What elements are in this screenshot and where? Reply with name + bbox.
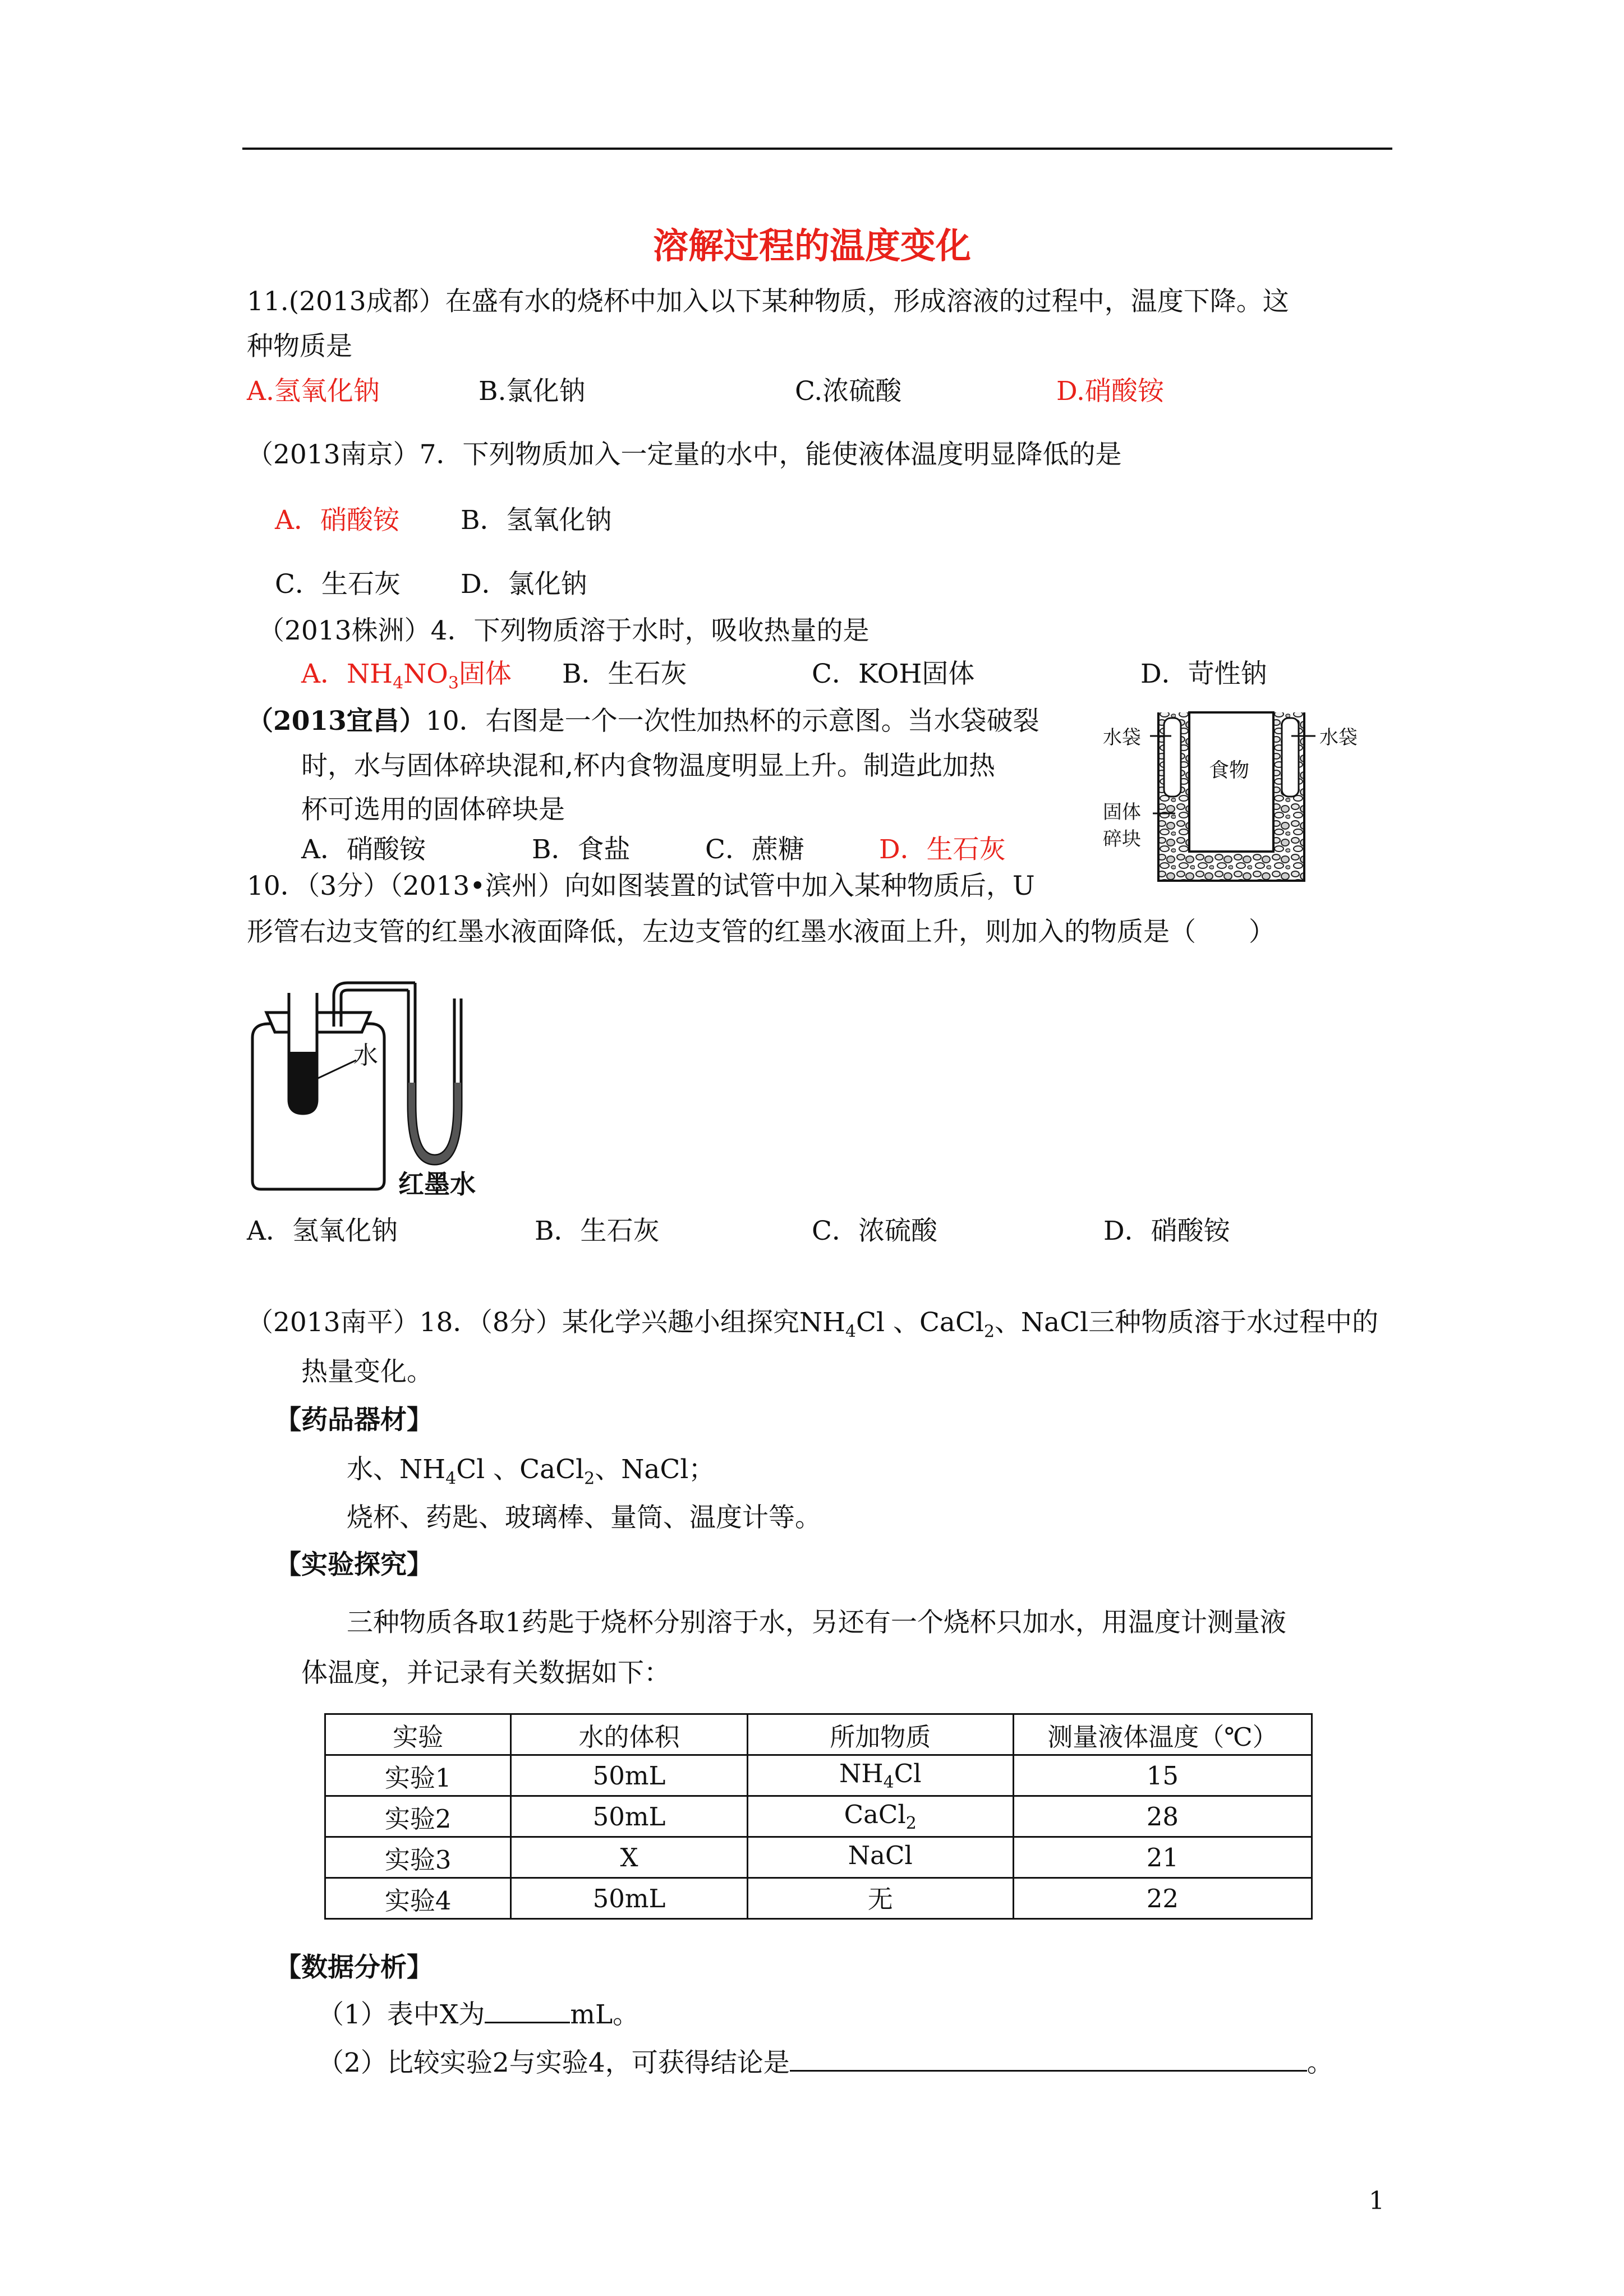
q4-stem-line2: 时，水与固体碎块混和,杯内食物温度明显上升。制造此加热 [301,751,995,781]
q2-stem: （2013南京）7．下列物质加入一定量的水中，能使液体温度明显降低的是 [247,439,1122,470]
q3-option-a: A．$NH_4NO_3$固体 [301,659,512,693]
table-cell-volume: X [511,1837,747,1878]
table-cell-substance: 无 [747,1878,1013,1919]
q4-option-b: B．食盐 [532,834,631,865]
q1-option-d: D.硝酸铵 [1056,376,1164,407]
table-cell-volume: 50mL [511,1796,747,1837]
table-cell-volume: 50mL [511,1755,747,1796]
table-cell-temperature: 21 [1013,1837,1312,1878]
q5-option-c: C．浓硫酸 [812,1216,937,1246]
table-row [325,1755,1312,1796]
answer-blank-conclusion[interactable] [790,2047,1307,2072]
q1-option-a: A.氢氧化钠 [247,376,380,407]
q4-stem-line1: （2013宜昌）10．右图是一个一次性加热杯的示意图。当水袋破裂 [247,706,1039,737]
q2-option-d: D．氯化钠 [461,569,587,600]
q5-stem-line1: 10．（3分）（2013•滨州）向如图装置的试管中加入某种物质后，U [247,871,1035,901]
q4-option-d: D．生石灰 [879,834,1006,865]
table-cell-experiment: 实验3 [325,1837,511,1878]
analysis-question-2: （2）比较实验2与实验4，可获得结论是 。 [318,2047,1333,2078]
q6-stem-line1: （2013南平）18．（8分）某化学兴趣小组探究$NH_4Cl$ 、CaCl$_2$、NaCl三种物质溶于水过程中的 [247,1307,1379,1342]
analysis-heading: 【数据分析】 [275,1952,433,1983]
experiment-heading: 【实验探究】 [275,1549,433,1580]
answer-blank-x[interactable] [485,1999,570,2023]
table-cell-volume: 50mL [511,1878,747,1919]
materials-heading: 【药品器材】 [275,1405,433,1435]
q6-stem-line2: 热量变化。 [301,1356,433,1387]
q3-option-c: C．KOH固体 [812,659,975,689]
q1-option-b: B.氯化钠 [479,376,586,407]
q5-option-a: A．氢氧化钠 [247,1216,398,1246]
page-title: 溶解过程的温度变化 [653,226,971,266]
table-cell-substance: CaCl$_2$ [747,1796,1013,1837]
table-header-cell: 水的体积 [511,1714,747,1755]
q1-stem-line1: 11.(2013成都）在盛有水的烧杯中加入以下某种物质，形成溶液的过程中，温度下降。这 [247,286,1289,317]
fig-label-food: 食物 [1209,759,1250,782]
table-header-cell: 实验 [325,1714,511,1755]
fig-label-solid-2: 碎块 [1103,828,1141,850]
table-cell-substance: $NH_4Cl$ [747,1755,1013,1796]
table-row [325,1878,1312,1919]
fig-label-water: 水 [353,1041,378,1070]
fig-label-water-bag-right: 水袋 [1319,726,1358,749]
q4-option-a: A．硝酸铵 [301,834,426,865]
data-table [324,1713,1313,1920]
page-number: 1 [1369,2187,1384,2215]
experiment-line2: 体温度，并记录有关数据如下： [301,1658,670,1688]
table-cell-temperature: 15 [1013,1755,1312,1796]
q1-stem-line2: 种物质是 [247,331,352,362]
q1-option-c: C.浓硫酸 [795,376,902,407]
q2-option-c: C．生石灰 [275,569,401,600]
table-header-row [325,1714,1312,1755]
q4-option-c: C．蔗糖 [705,834,804,865]
q2-option-b: B．氢氧化钠 [461,505,612,536]
table-cell-experiment: 实验2 [325,1796,511,1837]
q4-stem-line3: 杯可选用的固体碎块是 [301,794,565,825]
q5-stem-line2: 形管右边支管的红墨水液面降低，左边支管的红墨水液面上升，则加入的物质是（ ） [247,917,1275,947]
fig-label-red-ink: 红墨水 [398,1169,476,1199]
q5-option-b: B．生石灰 [535,1216,660,1246]
table-cell-experiment: 实验1 [325,1755,511,1796]
header-rule [242,148,1392,150]
table-header-cell: 所加物质 [747,1714,1013,1755]
materials-line2: 烧杯、药匙、玻璃棒、量筒、温度计等。 [347,1502,821,1533]
table-cell-experiment: 实验4 [325,1878,511,1919]
q3-stem: （2013株洲）4．下列物质溶于水时，吸收热量的是 [258,615,869,646]
q3-option-b: B．生石灰 [562,659,687,689]
materials-line1: 水、$NH_4Cl$ 、CaCl$_2$、NaCl； [347,1454,715,1489]
analysis-question-1: （1）表中X为 mL。 [318,1999,640,2030]
table-row [325,1796,1312,1837]
q2-option-a: A．硝酸铵 [275,505,399,536]
table-cell-temperature: 28 [1013,1796,1312,1837]
experiment-line1: 三种物质各取1药匙于烧杯分别溶于水，另还有一个烧杯只加水，用温度计测量液 [347,1607,1286,1638]
table-cell-substance: NaCl [747,1837,1013,1878]
q5-option-d: D．硝酸铵 [1103,1216,1230,1246]
fig-label-water-bag-left: 水袋 [1103,726,1141,749]
table-row [325,1837,1312,1878]
q3-option-d: D．苛性钠 [1140,659,1267,689]
fig-label-solid-1: 固体 [1103,801,1141,823]
table-cell-temperature: 22 [1013,1878,1312,1919]
table-header-cell: 测量液体温度（℃） [1013,1714,1312,1755]
